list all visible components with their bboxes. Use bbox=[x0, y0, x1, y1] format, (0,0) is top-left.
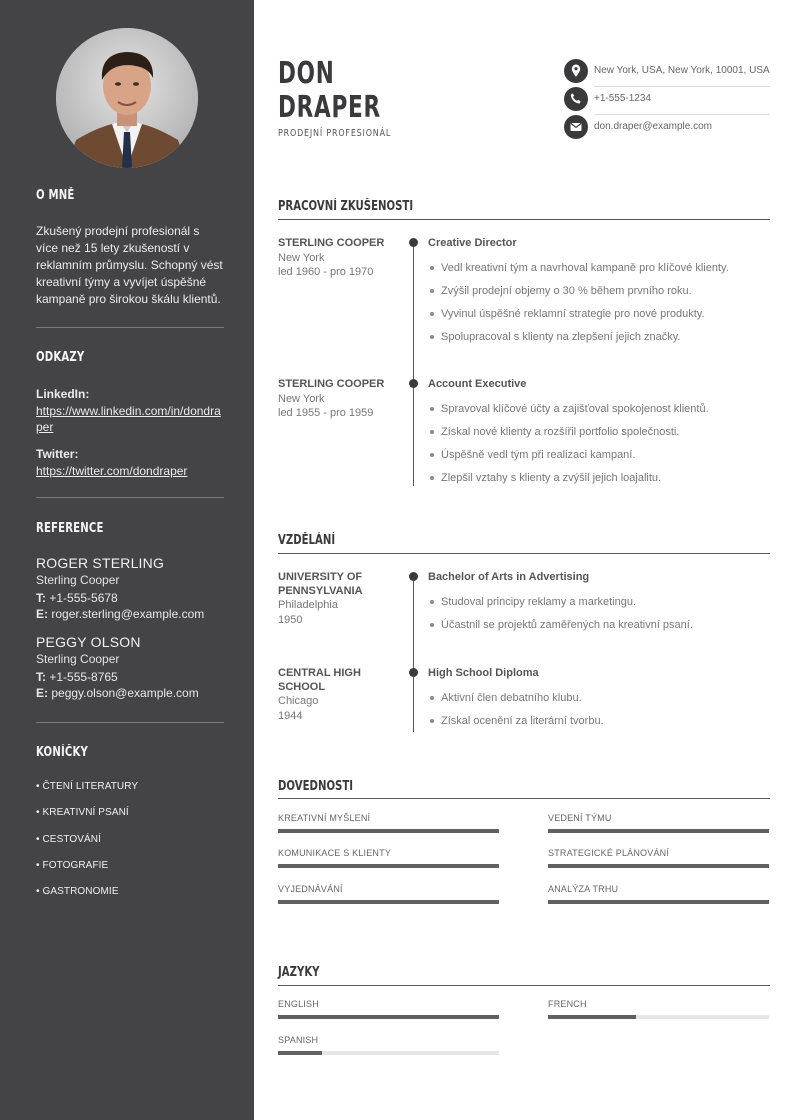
languages-heading: JAZYKY bbox=[278, 965, 320, 980]
skill-bar-fill bbox=[278, 900, 499, 904]
language-name: ENGLISH bbox=[278, 999, 319, 1009]
language-item bbox=[548, 999, 769, 1009]
timeline-dot bbox=[409, 572, 418, 581]
timeline-line bbox=[413, 576, 414, 732]
hobby-item: • ČTENÍ LITERATURY bbox=[36, 781, 139, 792]
reference-email bbox=[36, 686, 224, 700]
last-name: DRAPER bbox=[278, 90, 381, 125]
sidebar-divider bbox=[36, 327, 224, 328]
job-location: New York bbox=[278, 251, 325, 264]
email-prefix: E: bbox=[36, 686, 48, 700]
job-company-block bbox=[278, 378, 398, 421]
linkedin-link[interactable]: https://www.linkedin.com/in/dondraper bbox=[36, 404, 221, 434]
language-bar-track bbox=[548, 1015, 769, 1019]
degree: Bachelor of Arts in Advertising bbox=[428, 571, 590, 583]
hobby-item: • KREATIVNÍ PSANÍ bbox=[36, 807, 129, 819]
list-item: Spravoval klíčové účty a zajišťoval spokojenost klientů. bbox=[428, 402, 770, 425]
skill-item bbox=[278, 848, 499, 858]
reference-phone bbox=[36, 670, 224, 684]
language-bar-fill bbox=[548, 1015, 636, 1019]
section-rule bbox=[278, 985, 770, 986]
reference-phone bbox=[36, 591, 224, 605]
school-location: Philadelphia bbox=[278, 599, 338, 611]
language-name: SPANISH bbox=[278, 1035, 319, 1045]
link-linkedin bbox=[36, 387, 224, 435]
reference-email bbox=[36, 607, 224, 621]
hobbies-list bbox=[36, 780, 224, 911]
job-company: STERLING COOPER bbox=[278, 378, 385, 390]
contact-email-text: don.draper@example.com bbox=[594, 121, 712, 132]
job-company-block bbox=[278, 237, 398, 280]
school-block bbox=[278, 571, 398, 627]
skill-bar-track bbox=[548, 900, 769, 904]
phone-prefix: T: bbox=[36, 670, 46, 684]
list-item: Zlepšil vztahy s klienty a zvýšil jejich loajalitu. bbox=[428, 471, 770, 494]
skill-bar-track bbox=[278, 829, 499, 833]
language-item bbox=[278, 1035, 499, 1045]
contact-email bbox=[564, 115, 770, 141]
contact-address bbox=[564, 59, 770, 85]
job-bullets bbox=[428, 261, 770, 353]
skill-bar-fill bbox=[548, 864, 769, 868]
reference-name: ROGER STERLING bbox=[36, 555, 165, 571]
job-company: STERLING COOPER bbox=[278, 237, 385, 249]
skill-name: ANALÝZA TRHU bbox=[548, 884, 619, 894]
reference-email-value: roger.sterling@example.com bbox=[51, 607, 205, 621]
reference-phone-value: +1-555-8765 bbox=[49, 670, 118, 684]
language-bar-track bbox=[278, 1015, 499, 1019]
list-item: Vyvinul úspěšné reklamní strategie pro nové produkty. bbox=[428, 307, 770, 330]
skill-bar-fill bbox=[278, 864, 499, 868]
skill-item bbox=[278, 813, 499, 823]
hobbies-section bbox=[36, 745, 224, 760]
skill-bar-fill bbox=[548, 829, 769, 833]
skill-name: KOMUNIKACE S KLIENTY bbox=[278, 848, 392, 858]
hobby-item: • CESTOVÁNÍ bbox=[36, 833, 101, 845]
list-item: Vedl kreativní tým a navrhoval kampaně pro klíčové klienty. bbox=[428, 261, 770, 284]
job-role: Account Executive bbox=[428, 378, 527, 390]
timeline-dot bbox=[409, 379, 418, 388]
references-section bbox=[36, 521, 224, 536]
language-bar-fill bbox=[278, 1015, 499, 1019]
school-name: CENTRAL HIGH SCHOOL bbox=[278, 667, 361, 693]
skill-item bbox=[548, 848, 769, 858]
language-bar-fill bbox=[278, 1051, 322, 1055]
list-item: Studoval principy reklamy a marketingu. bbox=[428, 595, 770, 618]
skill-item bbox=[278, 884, 499, 894]
twitter-link[interactable]: https://twitter.com/dondraper bbox=[36, 464, 188, 478]
references-heading: REFERENCE bbox=[36, 521, 104, 536]
list-item: Získal nové klienty a rozšířil portfolio společnosti. bbox=[428, 425, 770, 448]
email-prefix: E: bbox=[36, 607, 48, 621]
section-rule bbox=[278, 798, 770, 799]
school-name: UNIVERSITY OF PENNSYLVANIA bbox=[278, 571, 363, 597]
sidebar-divider bbox=[36, 497, 224, 498]
education-bullets bbox=[428, 595, 770, 641]
school-location: Chicago bbox=[278, 695, 319, 707]
hobby-item: • GASTRONOMIE bbox=[36, 886, 119, 898]
reference-item bbox=[36, 555, 224, 621]
list-item: Úspěšně vedl tým při realizaci kampaní. bbox=[428, 448, 770, 471]
job-period: led 1960 - pro 1970 bbox=[278, 266, 374, 278]
experience-heading: PRACOVNÍ ZKUŠENOSTI bbox=[278, 199, 414, 214]
reference-email-value: peggy.olson@example.com bbox=[51, 686, 199, 700]
job-period: led 1955 - pro 1959 bbox=[278, 407, 374, 419]
link-label: Twitter: bbox=[36, 447, 79, 461]
sidebar-divider bbox=[36, 722, 224, 723]
phone-prefix: T: bbox=[36, 591, 46, 605]
sidebar bbox=[0, 0, 254, 1120]
reference-company: Sterling Cooper bbox=[36, 652, 120, 666]
about-heading: O MNĚ bbox=[36, 188, 75, 203]
language-bar-track bbox=[278, 1051, 499, 1055]
skill-bar-track bbox=[548, 829, 769, 833]
list-item: Získal ocenění za literární tvorbu. bbox=[428, 714, 770, 737]
skill-bar-track bbox=[548, 864, 769, 868]
language-name: FRENCH bbox=[548, 999, 587, 1009]
education-heading: VZDĚLÁNÍ bbox=[278, 533, 336, 548]
skill-bar-track bbox=[278, 864, 499, 868]
link-label: LinkedIn: bbox=[36, 387, 90, 401]
skills-heading: DOVEDNOSTI bbox=[278, 779, 354, 794]
education-bullets bbox=[428, 691, 770, 737]
skill-item bbox=[548, 884, 769, 894]
about-section bbox=[36, 188, 224, 203]
degree: High School Diploma bbox=[428, 667, 539, 679]
reference-phone-value: +1-555-5678 bbox=[49, 591, 118, 605]
skill-bar-fill bbox=[278, 829, 499, 833]
contact-phone-text: +1-555-1234 bbox=[594, 93, 651, 104]
language-item bbox=[278, 999, 499, 1009]
envelope-icon bbox=[564, 115, 588, 139]
contact-phone bbox=[564, 87, 770, 113]
list-item: Spolupracoval s klienty na zlepšení jejich značky. bbox=[428, 330, 770, 353]
links-heading: ODKAZY bbox=[36, 350, 85, 365]
job-bullets bbox=[428, 402, 770, 494]
section-rule bbox=[278, 219, 770, 220]
skill-bar-track bbox=[278, 900, 499, 904]
skill-name: KREATIVNÍ MYŠLENÍ bbox=[278, 813, 371, 823]
reference-item bbox=[36, 634, 224, 700]
job-title: PRODEJNÍ PROFESIONÁL bbox=[278, 128, 392, 139]
list-item: Účastnil se projektů zaměřených na kreativní psaní. bbox=[428, 618, 770, 641]
list-item: Zvýšil prodejní objemy o 30 % během prvního roku. bbox=[428, 284, 770, 307]
timeline-line bbox=[413, 242, 414, 486]
skill-item bbox=[548, 813, 769, 823]
reference-name: PEGGY OLSON bbox=[36, 634, 141, 650]
skill-name: VEDENÍ TÝMU bbox=[548, 813, 612, 823]
school-year: 1944 bbox=[278, 709, 303, 722]
list-item: Aktivní člen debatního klubu. bbox=[428, 691, 770, 714]
skill-bar-fill bbox=[548, 900, 769, 904]
links-section bbox=[36, 350, 224, 365]
location-pin-icon bbox=[564, 59, 588, 83]
timeline-dot bbox=[409, 668, 418, 677]
school-year: 1950 bbox=[278, 613, 303, 626]
job-role: Creative Director bbox=[428, 237, 517, 249]
contact-address-text: New York, USA, New York, 10001, USA bbox=[594, 65, 770, 76]
timeline-dot bbox=[409, 238, 418, 247]
about-text: Zkušený prodejní profesionál s více než 15 lety zkušeností v reklamním průmyslu. Schopný vést kreativní týmy a vyvíjet úspěšné kampaně pro širokou škálu klientů. bbox=[36, 224, 223, 306]
phone-icon bbox=[564, 87, 588, 111]
first-name: DON bbox=[278, 56, 335, 91]
skill-name: STRATEGICKÉ PLÁNOVÁNÍ bbox=[548, 848, 670, 858]
hobbies-heading: KONÍČKY bbox=[36, 745, 89, 760]
school-block bbox=[278, 667, 398, 723]
skill-name: VYJEDNÁVÁNÍ bbox=[278, 884, 343, 894]
hobby-item: • FOTOGRAFIE bbox=[36, 859, 109, 871]
link-twitter bbox=[36, 447, 224, 479]
reference-company: Sterling Cooper bbox=[36, 573, 120, 587]
avatar bbox=[56, 28, 198, 168]
job-location: New York bbox=[278, 392, 325, 405]
section-rule bbox=[278, 553, 770, 554]
